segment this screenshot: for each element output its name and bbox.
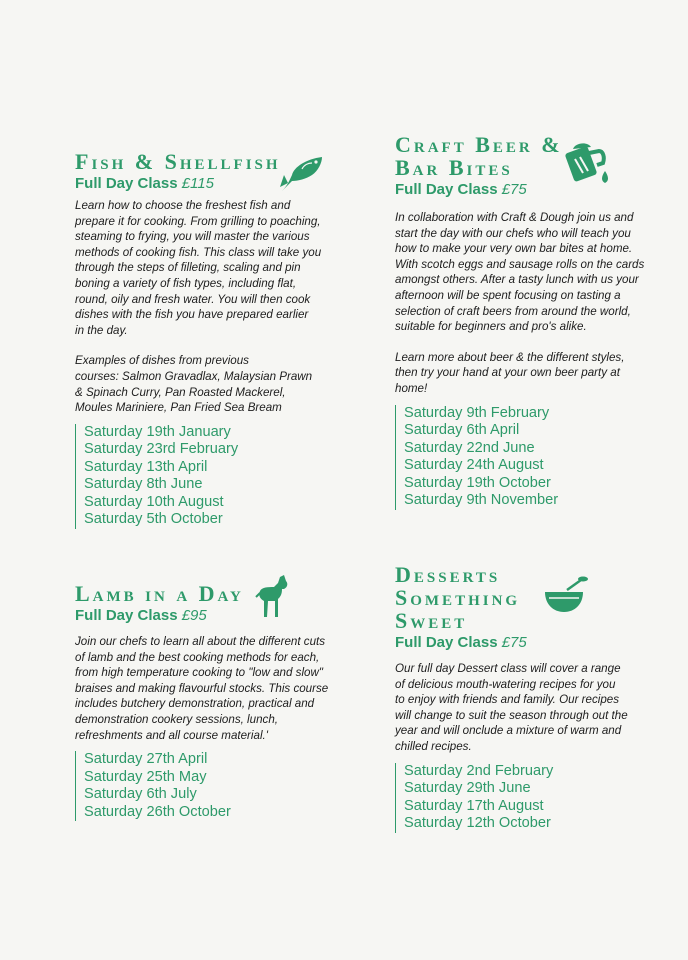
beer-title: Craft Beer & Bar Bites — [395, 132, 563, 180]
date-item: Saturday 19th January — [84, 423, 231, 440]
fish-examples: Examples of dishes from previous courses: Salmon Gravadlax, Malaysian Prawn & Spinach Curry, Pan Roasted Mackerel, Moules Mariniere, Pan Fried Sea Bream — [75, 354, 313, 415]
date-item: Saturday 5th October — [84, 511, 223, 528]
date-item: Saturday 9th November — [404, 492, 559, 509]
lamb-class-label: Full Day Class — [75, 607, 178, 624]
desserts-class-label: Full Day Class — [395, 634, 498, 651]
date-item: Saturday 24th August — [404, 457, 544, 474]
lamb-price: £95 — [181, 607, 207, 624]
desserts-price: £75 — [501, 634, 527, 651]
date-item: Saturday 17th August — [404, 797, 544, 814]
fish-description: Learn how to choose the freshest fish and prepare it for cooking. From grilling to poaching, steaming to frying, you will master the various methods of cooking fish. This class will take you through the steps of filleting, scaling and pin boning a variety of fish types, including flat, round, oily and fresh water. You will then cook dishes with the fish you have prepared earlier in the day. — [75, 199, 322, 337]
desserts-dates — [395, 763, 685, 833]
date-item: Saturday 6th July — [84, 786, 197, 803]
date-item: Saturday 26th October — [84, 803, 231, 820]
date-item: Saturday 2nd February — [404, 762, 554, 779]
lamb-dates — [75, 751, 365, 821]
date-item: Saturday 19th October — [404, 474, 551, 491]
date-item: Saturday 6th April — [404, 422, 520, 439]
date-item: Saturday 25th May — [84, 768, 207, 785]
date-item: Saturday 27th April — [84, 751, 208, 768]
lamb-description: Join our chefs to learn all about the different cuts of lamb and the best cooking methods for each, from high temperature cooking to "low and slow" braises and making flavourful stocks. This course includes butchery demonstration, practical and demonstration cookery sessions, lunch, refreshments and all course material.' — [75, 635, 329, 742]
desserts-price-line — [395, 634, 685, 651]
lamb-price-line — [75, 607, 365, 624]
beer-class-label: Full Day Class — [395, 181, 498, 198]
date-item: Saturday 13th April — [84, 458, 208, 475]
lamb-icon — [254, 573, 294, 619]
date-item: Saturday 9th February — [404, 404, 550, 421]
date-item: Saturday 23rd February — [84, 441, 239, 458]
date-item: Saturday 10th August — [84, 493, 224, 510]
fish-title: Fish & Shellfish — [75, 149, 281, 174]
fish-section — [75, 150, 365, 529]
beer-section — [395, 133, 685, 510]
date-item: Saturday 8th June — [84, 476, 203, 493]
beer-description: In collaboration with Craft & Dough join us and start the day with our chefs who will teach you how to make your very own bar bites at home. With scotch eggs and sausage rolls on the cards amongst others. After a tasty lunch with us your afternoon will be spent focusing on tasting a selection of craft beers from around the world, suitable for beginners and pro's alike. — [395, 211, 645, 334]
beer-price-line — [395, 181, 685, 198]
fish-price: £115 — [181, 175, 214, 192]
lamb-section — [75, 582, 365, 821]
desserts-description: Our full day Dessert class will cover a range of delicious mouth-watering recipes for you to enjoy with friends and family. Our recipes will change to suit the season through out the year and will onclude a mixture of warm and chilled recipes. — [395, 662, 628, 753]
fish-class-label: Full Day Class — [75, 175, 178, 192]
beer-extra: Learn more about beer & the different styles, then try your hand at your own beer party at home! — [395, 350, 625, 395]
date-item: Saturday 29th June — [404, 780, 531, 797]
beer-dates — [395, 405, 685, 510]
desserts-section — [395, 563, 685, 833]
beer-price: £75 — [501, 181, 527, 198]
date-item: Saturday 12th October — [404, 815, 551, 832]
lamb-title: Lamb in a Day — [75, 581, 244, 606]
bowl-icon — [543, 576, 589, 616]
desserts-title: Desserts Something Sweet — [395, 562, 521, 633]
date-item: Saturday 22nd June — [404, 439, 535, 456]
beer-mug-icon — [565, 143, 615, 189]
fish-icon — [278, 153, 328, 195]
fish-dates — [75, 424, 365, 529]
